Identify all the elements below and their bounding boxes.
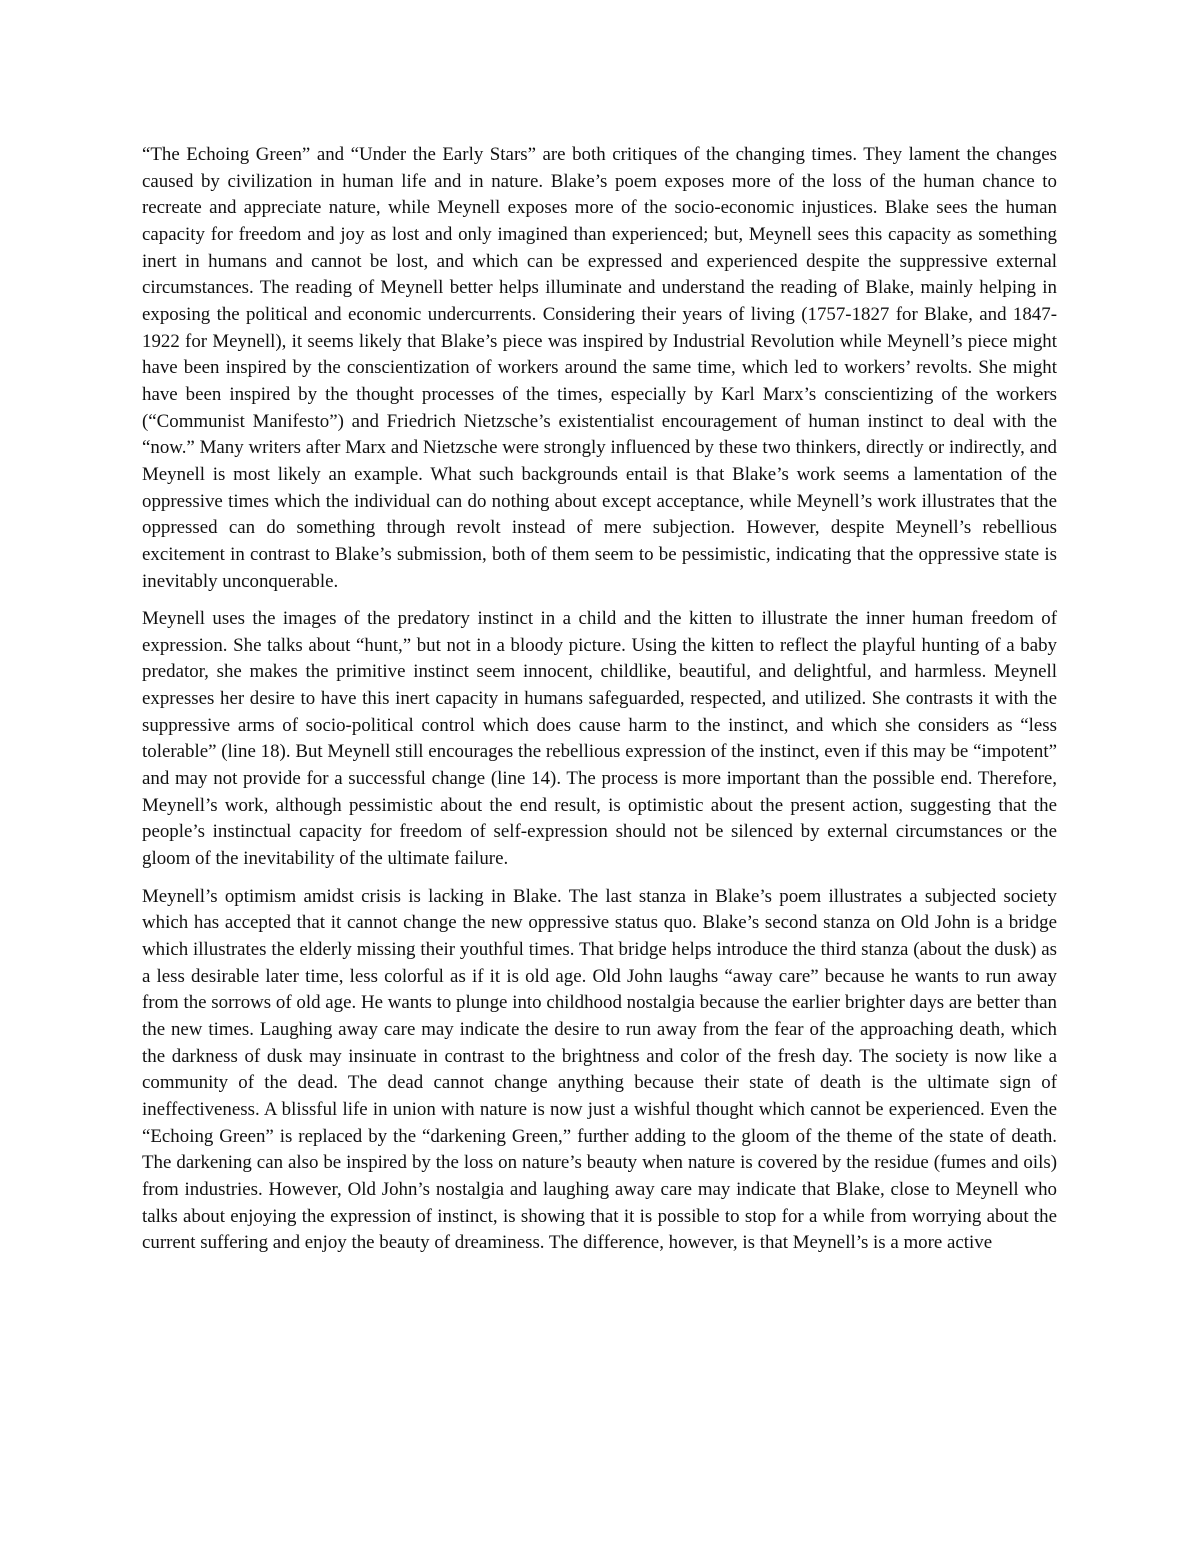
paragraph-2: Meynell uses the images of the predatory instinct in a child and the kitten to illustrate the inner human freedom of expression. She talks about “hunt,” but not in a bloody picture. Using the kitten to reflect the playful hunting of a baby predator, she makes the primitive instinct seem innocent, childlike, beautiful, and delightful, and harmless. Meynell expresses her desire to have this inert capacity in humans safeguarded, respected, and utilized. She contrasts it with the suppressive arms of socio-political control which does cause harm to the instinct, and which she considers as “less tolerable” (line 18). But Meynell still encourages the rebellious expression of the instinct, even if this may be “impotent” and may not provide for a successful change (line 14). The process is more important than the possible end. Therefore, Meynell’s work, although pessimistic about the end result, is optimistic about the present action, suggesting that the people’s instinctual capacity for freedom of self-expression should not be silenced by external circumstances or the gloom of the inevitability of the ultimate failure. (142, 608, 1057, 870)
document-body (142, 142, 1057, 1268)
paragraph-1: “The Echoing Green” and “Under the Early Stars” are both critiques of the changing times. They lament the changes caused by civilization in human life and in nature. Blake’s poem exposes more of the loss of the human chance to recreate and appreciate nature, while Meynell exposes more of the socio-economic injustices. Blake sees the human capacity for freedom and joy as lost and only imagined than experienced; but, Meynell sees this capacity as something inert in humans and cannot be lost, and which can be expressed and experienced despite the suppressive external circumstances. The reading of Meynell better helps illuminate and understand the reading of Blake, mainly helping in exposing the political and economic undercurrents. Considering their years of living (1757-1827 for Blake, and 1847-1922 for Meynell), it seems likely that Blake’s piece was inspired by Industrial Revolution while Meynell’s piece might have been inspired by the conscientization of workers around the same time, which led to workers’ revolts. She might have been inspired by the thought processes of the times, especially by Karl Marx’s conscientizing of the workers (“Communist Manifesto”) and Friedrich Nietzsche’s existentialist encouragement of human instinct to deal with the “now.” Many writers after Marx and Nietzsche were strongly influenced by these two thinkers, directly or indirectly, and Meynell is most likely an example. What such backgrounds entail is that Blake’s work seems a lamentation of the oppressive times which the individual can do nothing about except acceptance, while Meynell’s work illustrates that the oppressed can do something through revolt instead of mere subjection. However, despite Meynell’s rebellious excitement in contrast to Blake’s submission, both of them seem to be pessimistic, indicating that the oppressive state is inevitably unconquerable. (142, 144, 1057, 592)
paragraph-3: Meynell’s optimism amidst crisis is lacking in Blake. The last stanza in Blake’s poem illustrates a subjected society which has accepted that it cannot change the new oppressive status quo. Blake’s second stanza on Old John is a bridge which illustrates the elderly missing their youthful times. That bridge helps introduce the third stanza (about the dusk) as a less desirable later time, less colorful as if it is old age. Old John laughs “away care” because he wants to run away from the sorrows of old age. He wants to plunge into childhood nostalgia because the earlier brighter days are better than the new times. Laughing away care may indicate the desire to run away from the fear of the approaching death, which the darkness of dusk may insinuate in contrast to the brightness and color of the fresh day. The society is now like a community of the dead. The dead cannot change anything because their state of death is the ultimate sign of ineffectiveness. A blissful life in union with nature is now just a wishful thought which cannot be experienced. Even the “Echoing Green” is replaced by the “darkening Green,” further adding to the gloom of the theme of the state of death. The darkening can also be inspired by the loss on nature’s beauty when nature is covered by the residue (fumes and oils) from industries. However, Old John’s nostalgia and laughing away care may indicate that Blake, close to Meynell who talks about enjoying the expression of instinct, is showing that it is possible to stop for a while from worrying about the current suffering and enjoy the beauty of dreaminess. The difference, however, is that Meynell’s is a more active (142, 885, 1057, 1254)
